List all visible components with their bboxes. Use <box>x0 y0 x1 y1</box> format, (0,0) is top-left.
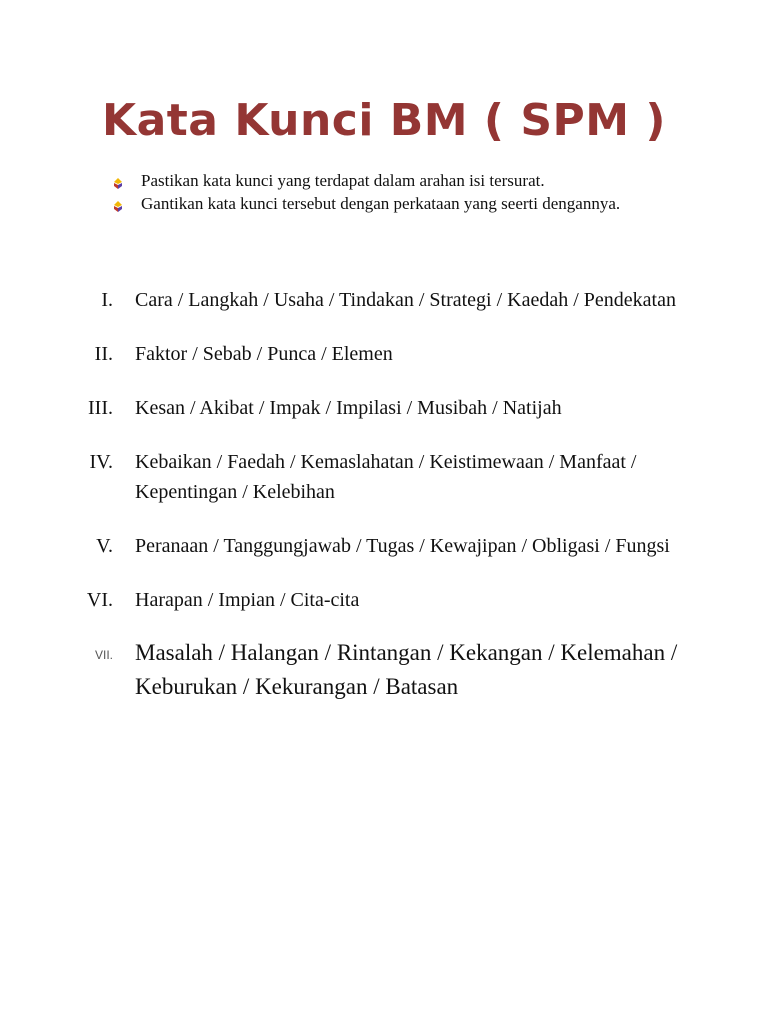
list-text: Cara / Langkah / Usaha / Tindakan / Strategi / Kaedah / Pendekatan <box>135 289 676 311</box>
list-item <box>0 339 768 369</box>
bullet-list <box>112 169 632 215</box>
keyword-list <box>0 285 768 728</box>
list-item <box>0 393 768 423</box>
list-text: Kebaikan / Faedah / Kemaslahatan / Keistimewaan / Manfaat / Kepentingan / Kelebihan <box>135 451 637 503</box>
list-number: VI. <box>86 589 113 611</box>
bullet-text: Gantikan kata kunci tersebut dengan perkataan yang seerti dengannya. <box>141 194 621 213</box>
list-item <box>0 447 768 507</box>
bullet-item-2 <box>112 192 632 215</box>
list-number: I. <box>101 289 113 311</box>
list-number: III. <box>88 397 113 419</box>
list-text: Kesan / Akibat / Impak / Impilasi / Musibah / Natijah <box>135 397 562 419</box>
page-title: Kata Kunci BM ( SPM ) <box>101 95 666 146</box>
list-item <box>0 636 768 704</box>
list-text: Faktor / Sebab / Punca / Elemen <box>135 343 393 365</box>
bullet-diamond-icon <box>112 197 124 211</box>
bullet-item-1 <box>112 169 632 192</box>
list-number: IV. <box>89 451 113 473</box>
bullet-text: Pastikan kata kunci yang terdapat dalam arahan isi tersurat. <box>141 171 545 190</box>
list-text: Harapan / Impian / Cita-cita <box>135 589 360 611</box>
list-number: V. <box>96 535 113 557</box>
list-text: Peranaan / Tanggungjawab / Tugas / Kewajipan / Obligasi / Fungsi <box>135 535 670 557</box>
list-item <box>0 585 768 615</box>
list-item <box>0 531 768 561</box>
list-number: II. <box>94 343 113 365</box>
list-text: Masalah / Halangan / Rintangan / Kekangan / Kelemahan / Keburukan / Kekurangan / Batasan <box>135 640 678 699</box>
list-item <box>0 285 768 315</box>
bullet-diamond-icon <box>112 174 124 188</box>
list-number: VII. <box>94 648 113 662</box>
